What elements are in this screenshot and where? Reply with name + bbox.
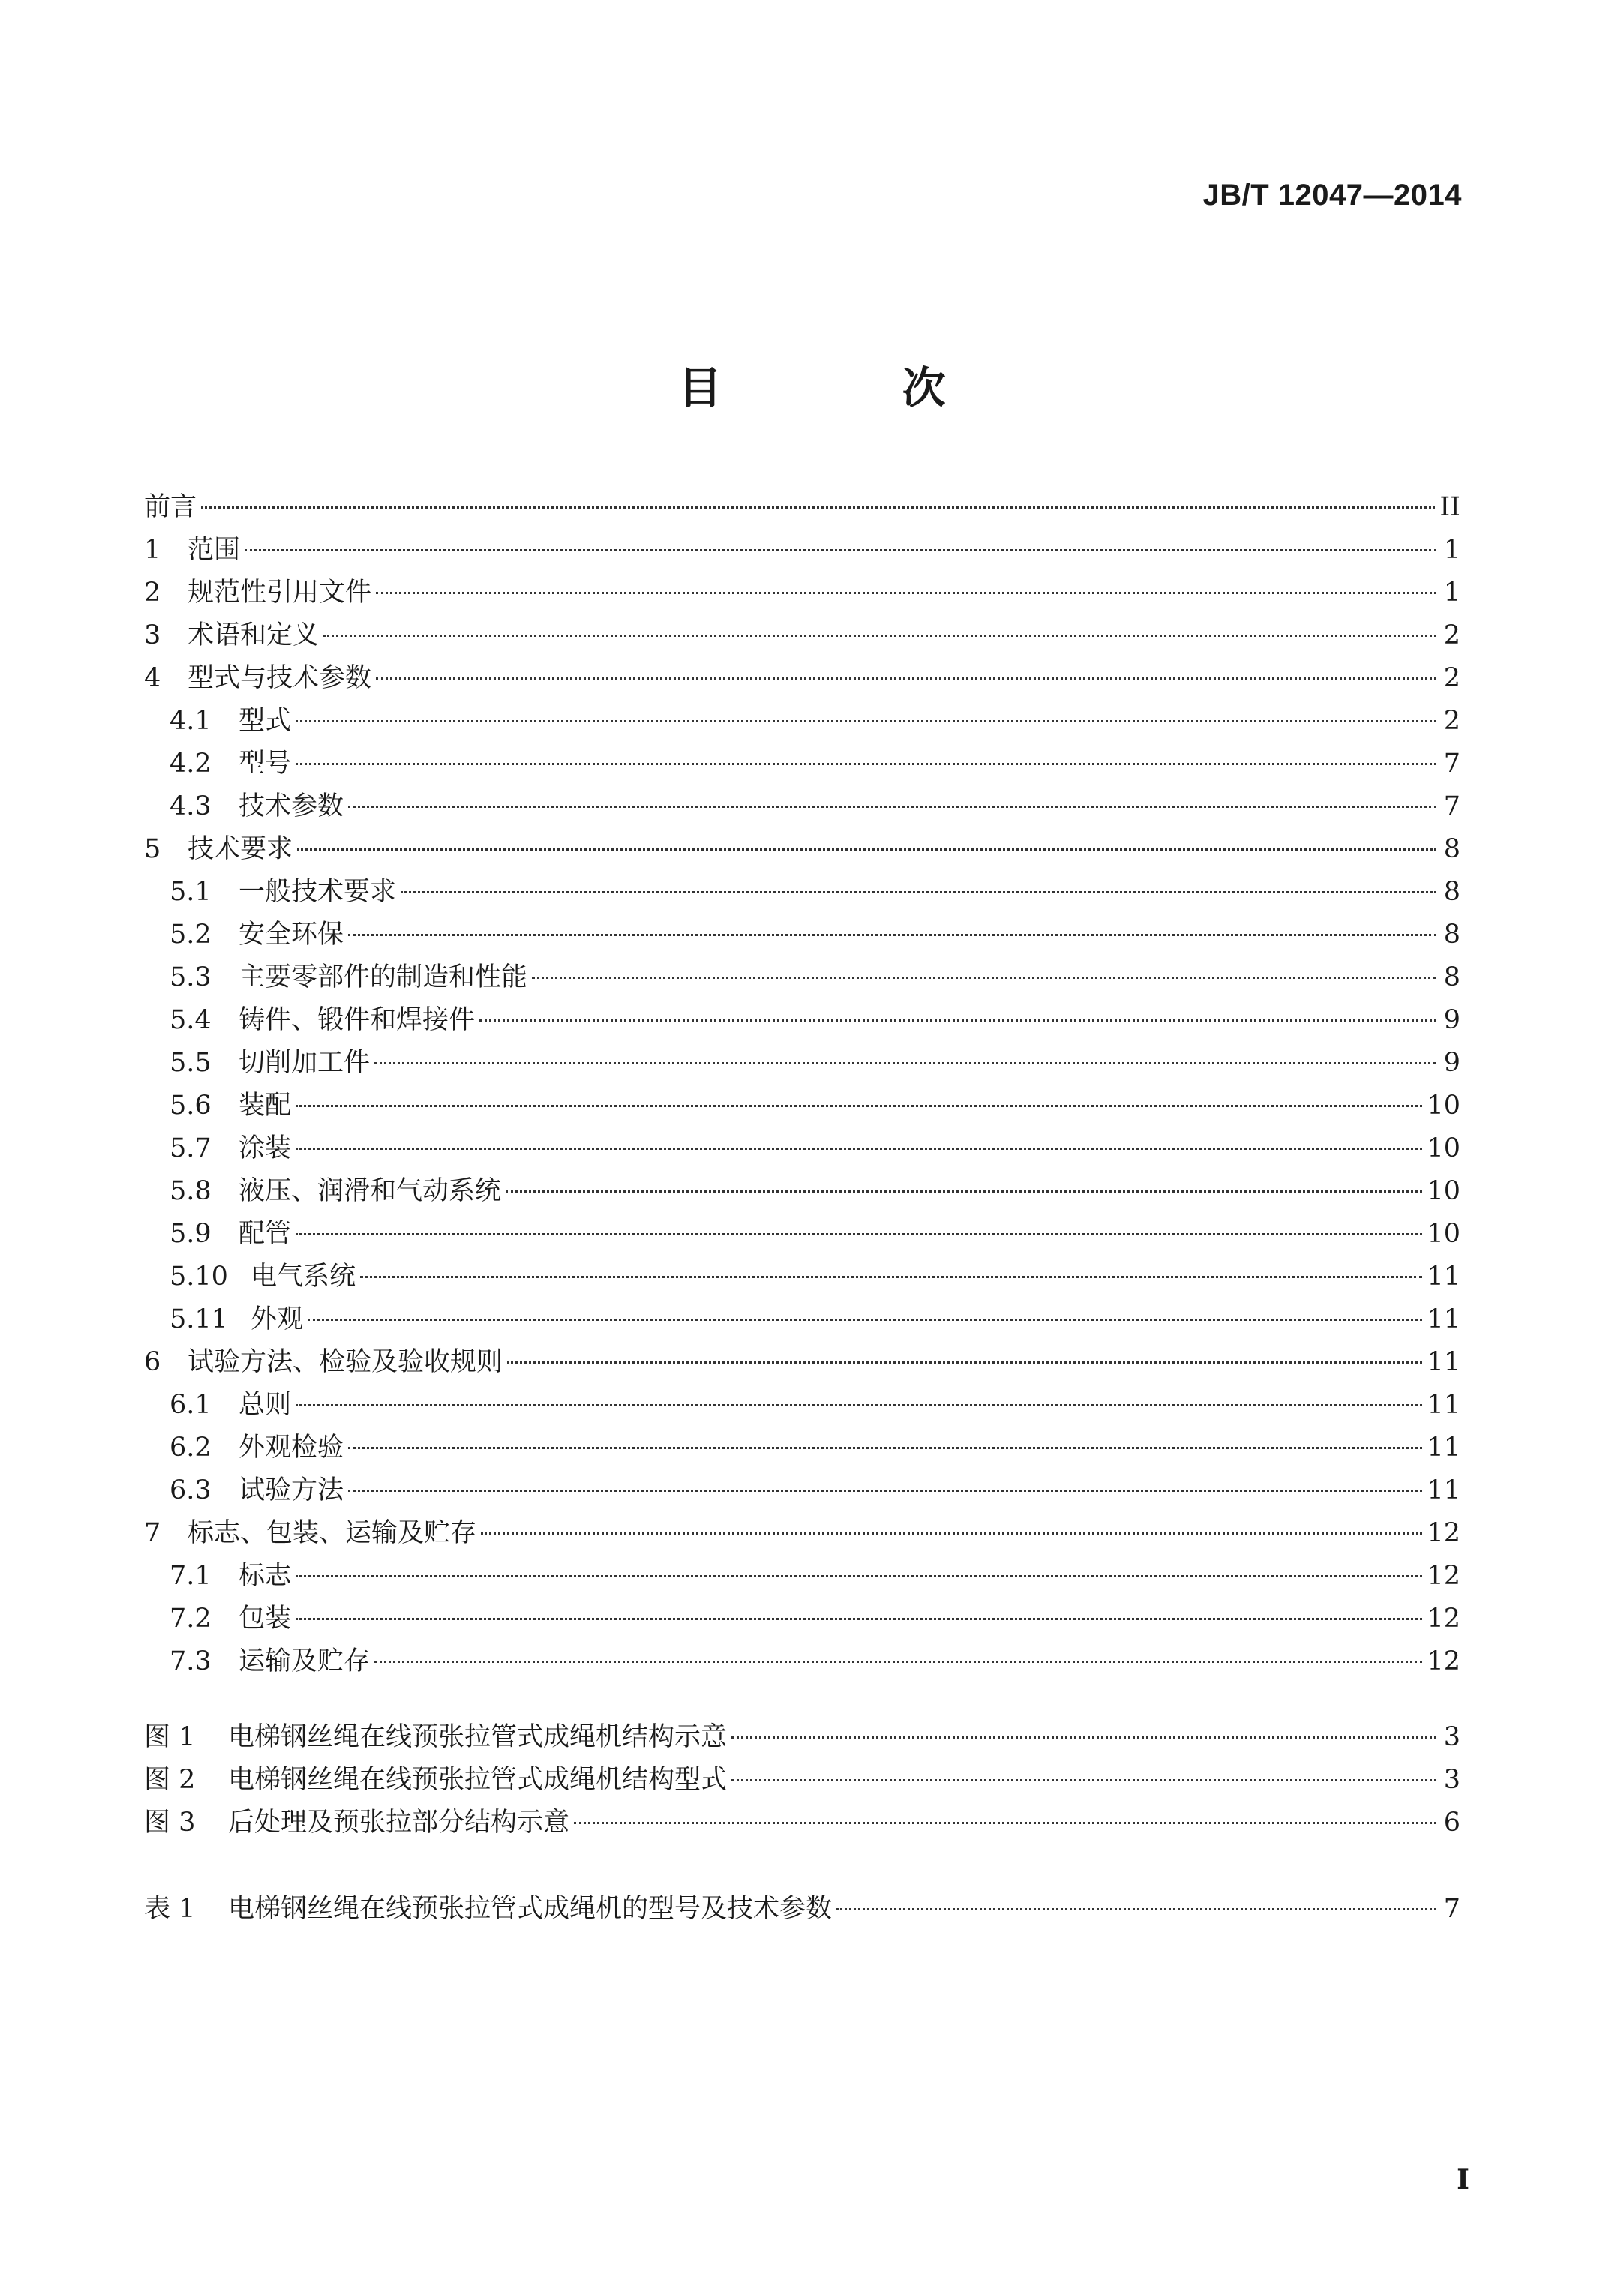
toc-entry-label: 试验方法 (239, 1475, 344, 1505)
toc-subentry[interactable] (144, 1127, 1460, 1170)
toc-subentry[interactable] (144, 1170, 1460, 1213)
dot-leader (731, 1736, 1436, 1739)
toc-entry-number: 7.1 (170, 1561, 212, 1591)
dot-leader (506, 1190, 1422, 1193)
toc-entry-label: 装配 (239, 1091, 292, 1121)
figure-number: 图 3 (144, 1808, 196, 1838)
toc-entry-number: 7.2 (170, 1604, 212, 1634)
toc-entry-page: 8 (1443, 834, 1460, 864)
toc-entry-page: 7 (1443, 791, 1460, 821)
figure-label: 后处理及预张拉部分结构示意 (228, 1808, 570, 1838)
toc-entry-number: 6 (144, 1347, 161, 1377)
toc-entry-label: 型式与技术参数 (188, 663, 372, 693)
toc-entry-page: II (1439, 492, 1460, 522)
dot-leader (296, 720, 1436, 722)
figure-page: 3 (1443, 1765, 1460, 1795)
toc-entry[interactable] (144, 1512, 1460, 1555)
toc-subentry[interactable] (144, 1256, 1460, 1298)
toc-entry-number: 4.3 (170, 791, 212, 821)
dot-leader (374, 1661, 1422, 1663)
toc-entry-page: 2 (1443, 620, 1460, 650)
toc-entry-page: 10 (1427, 1091, 1460, 1121)
toc-entry-number: 5.10 (170, 1262, 228, 1292)
toc-entry-label: 安全环保 (239, 920, 344, 950)
toc-entry-label: 前言 (144, 492, 197, 522)
toc-entry-page: 12 (1427, 1518, 1460, 1548)
toc-entry-page: 8 (1443, 920, 1460, 950)
toc-entry-number: 5.3 (170, 962, 212, 992)
dot-leader (296, 1618, 1422, 1620)
figure-page: 6 (1443, 1808, 1460, 1838)
dot-leader (532, 977, 1436, 979)
toc-entry-label: 铸件、锻件和焊接件 (239, 1005, 476, 1035)
toc-entry-foreword[interactable] (144, 486, 1460, 529)
dot-leader (374, 1062, 1436, 1064)
toc-entry-label: 包装 (239, 1604, 292, 1634)
toc-entry-page: 2 (1443, 706, 1460, 736)
toc-entry-page: 7 (1443, 749, 1460, 779)
dot-leader (479, 1019, 1436, 1022)
toc-entry[interactable] (144, 614, 1460, 657)
toc-entry-page: 1 (1443, 578, 1460, 608)
toc-entry-page: 11 (1427, 1390, 1460, 1420)
table-number: 表 1 (144, 1894, 196, 1924)
toc-entry-number: 5.6 (170, 1091, 212, 1121)
toc-subentry[interactable] (144, 1042, 1460, 1085)
toc-entry-label: 切削加工件 (239, 1048, 371, 1078)
dot-leader (201, 506, 1435, 509)
toc-entry-number: 5.11 (170, 1304, 228, 1334)
toc-entry[interactable] (144, 529, 1460, 572)
toc-entry-page: 11 (1427, 1433, 1460, 1463)
toc-subentry[interactable] (144, 1555, 1460, 1598)
toc-entry[interactable] (144, 657, 1460, 700)
toc-subentry[interactable] (144, 914, 1460, 956)
toc-entry[interactable] (144, 1341, 1460, 1384)
table-list-entry[interactable] (144, 1888, 1460, 1931)
toc-entry-label: 运输及贮存 (239, 1646, 371, 1676)
toc-entry-number: 5.2 (170, 920, 212, 950)
toc-entry[interactable] (144, 828, 1460, 871)
dot-leader (360, 1276, 1422, 1278)
toc-entry-label: 术语和定义 (188, 620, 320, 650)
dot-leader (348, 1447, 1422, 1449)
dot-leader (245, 549, 1436, 551)
figure-number: 图 1 (144, 1722, 196, 1752)
toc-subentry[interactable] (144, 1213, 1460, 1256)
toc-entry-number: 7 (144, 1518, 161, 1548)
page-number: I (1457, 2164, 1469, 2195)
table-of-contents (144, 486, 1460, 1931)
toc-entry-number: 6.1 (170, 1390, 212, 1420)
page-title: 目 次 (678, 362, 1028, 413)
toc-subentry[interactable] (144, 1298, 1460, 1341)
dot-leader (323, 635, 1436, 637)
figure-list-entry[interactable] (144, 1716, 1460, 1759)
toc-entry-page: 10 (1427, 1176, 1460, 1206)
dot-leader (296, 1575, 1422, 1577)
toc-entry-number: 7.3 (170, 1646, 212, 1676)
figure-list-entry[interactable] (144, 1759, 1460, 1802)
toc-subentry[interactable] (144, 785, 1460, 828)
figure-page: 3 (1443, 1722, 1460, 1752)
dot-leader (296, 763, 1436, 765)
toc-entry-number: 5.1 (170, 877, 212, 907)
toc-entry-label: 涂装 (239, 1133, 292, 1163)
figure-list-entry[interactable] (144, 1802, 1460, 1844)
dot-leader (296, 1404, 1422, 1406)
toc-entry[interactable] (144, 572, 1460, 614)
toc-entry-page: 11 (1427, 1347, 1460, 1377)
toc-entry-number: 5 (144, 834, 161, 864)
toc-entry-page: 12 (1427, 1646, 1460, 1676)
toc-entry-page: 12 (1427, 1604, 1460, 1634)
toc-entry-number: 5.5 (170, 1048, 212, 1078)
toc-subentry[interactable] (144, 1085, 1460, 1127)
table-label: 电梯钢丝绳在线预张拉管式成绳机的型号及技术参数 (228, 1894, 833, 1924)
toc-subentry[interactable] (144, 1598, 1460, 1640)
toc-subentry[interactable] (144, 1469, 1460, 1512)
toc-entry-number: 5.8 (170, 1176, 212, 1206)
toc-entry-page: 11 (1427, 1262, 1460, 1292)
dot-leader (481, 1532, 1422, 1535)
toc-entry-label: 配管 (239, 1219, 292, 1249)
dot-leader (836, 1908, 1436, 1910)
dot-leader (376, 677, 1436, 680)
toc-entry-page: 1 (1443, 535, 1460, 565)
toc-entry-label: 型式 (239, 706, 292, 736)
dot-leader (507, 1361, 1422, 1364)
toc-entry-number: 4.2 (170, 749, 212, 779)
toc-subentry[interactable] (144, 1384, 1460, 1427)
standard-number: JB/T 12047—2014 (1202, 179, 1462, 212)
toc-entry-page: 8 (1443, 877, 1460, 907)
figure-number: 图 2 (144, 1765, 196, 1795)
toc-entry-label: 范围 (188, 535, 241, 565)
dot-leader (348, 1490, 1422, 1492)
dot-leader (731, 1779, 1436, 1781)
dot-leader (296, 1233, 1422, 1235)
toc-entry-label: 一般技术要求 (239, 877, 397, 907)
toc-entry-label: 标志 (239, 1561, 292, 1591)
dot-leader (574, 1822, 1436, 1824)
toc-entry-label: 液压、润滑和气动系统 (239, 1176, 502, 1206)
toc-entry-label: 技术参数 (239, 791, 344, 821)
dot-leader (348, 806, 1436, 808)
toc-entry-label: 主要零部件的制造和性能 (239, 962, 528, 992)
toc-entry-label: 外观检验 (239, 1433, 344, 1463)
toc-entry-page: 11 (1427, 1304, 1460, 1334)
dot-leader (296, 1105, 1422, 1107)
figure-label: 电梯钢丝绳在线预张拉管式成绳机结构示意 (228, 1722, 728, 1752)
toc-entry-page: 12 (1427, 1561, 1460, 1591)
toc-entry-label: 外观 (251, 1304, 304, 1334)
toc-entry-page: 2 (1443, 663, 1460, 693)
toc-entry-label: 总则 (239, 1390, 292, 1420)
toc-subentry[interactable] (144, 700, 1460, 743)
toc-entry-label: 试验方法、检验及验收规则 (188, 1347, 503, 1377)
toc-subentry[interactable] (144, 743, 1460, 785)
toc-entry-number: 5.7 (170, 1133, 212, 1163)
toc-entry-number: 3 (144, 620, 161, 650)
toc-entry-number: 6.2 (170, 1433, 212, 1463)
figure-label: 电梯钢丝绳在线预张拉管式成绳机结构型式 (228, 1765, 728, 1795)
dot-leader (297, 848, 1436, 851)
toc-subentry[interactable] (144, 956, 1460, 999)
toc-entry-number: 2 (144, 578, 161, 608)
toc-entry-label: 型号 (239, 749, 292, 779)
dot-leader (296, 1148, 1422, 1150)
toc-entry-page: 11 (1427, 1475, 1460, 1505)
toc-subentry[interactable] (144, 1427, 1460, 1469)
dot-leader (401, 891, 1436, 893)
toc-entry-page: 8 (1443, 962, 1460, 992)
toc-entry-number: 4 (144, 663, 161, 693)
table-page: 7 (1443, 1894, 1460, 1924)
dot-leader (308, 1319, 1422, 1321)
toc-entry-label: 标志、包装、运输及贮存 (188, 1518, 477, 1548)
toc-entry-number: 1 (144, 535, 161, 565)
toc-entry-number: 4.1 (170, 706, 212, 736)
dot-leader (348, 934, 1436, 936)
toc-subentry[interactable] (144, 1640, 1460, 1683)
toc-entry-page: 9 (1443, 1048, 1460, 1078)
toc-entry-number: 6.3 (170, 1475, 212, 1505)
toc-entry-number: 5.4 (170, 1005, 212, 1035)
toc-subentry[interactable] (144, 999, 1460, 1042)
toc-entry-label: 技术要求 (188, 834, 293, 864)
dot-leader (376, 592, 1436, 594)
toc-entry-number: 5.9 (170, 1219, 212, 1249)
toc-entry-label: 规范性引用文件 (188, 578, 372, 608)
toc-entry-page: 10 (1427, 1133, 1460, 1163)
toc-entry-label: 电气系统 (251, 1262, 356, 1292)
toc-entry-page: 9 (1443, 1005, 1460, 1035)
toc-entry-page: 10 (1427, 1219, 1460, 1249)
toc-subentry[interactable] (144, 871, 1460, 914)
